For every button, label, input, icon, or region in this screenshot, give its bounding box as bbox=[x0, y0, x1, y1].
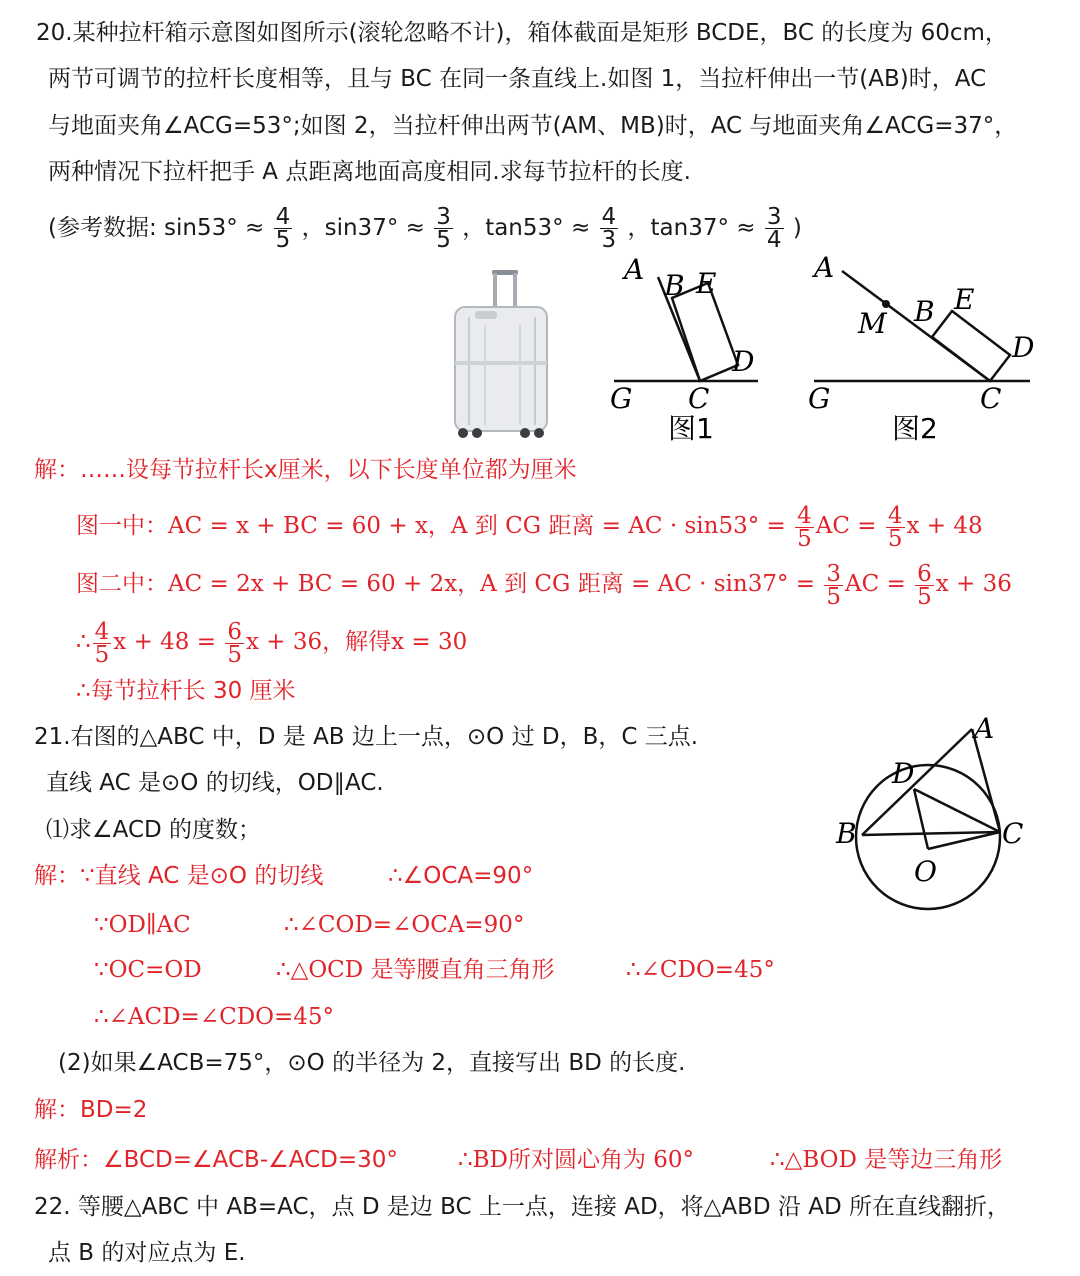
q20-solution-answer: ∴每节拉杆长 30 厘米 bbox=[76, 678, 296, 704]
figure-2-caption: 图2 bbox=[892, 412, 938, 445]
label-G: G bbox=[610, 382, 633, 415]
q20-solution-fig2: 图二中：AC = 2x + BC = 60 + 2x，A 到 CG 距离 = AC · sin37° = $\frac{3}{5}$ AC = $\frac{6}{5}$ x + 36 bbox=[76, 560, 1012, 610]
label-M: M bbox=[858, 307, 887, 340]
label-D: D bbox=[732, 345, 755, 378]
q20-line3: 与地面夹角∠ACG=53°;如图 2，当拉杆伸出两节(AM、MB)时，AC 与地面夹角∠ACG=37°， bbox=[48, 113, 1018, 139]
q21-sol-step1a: 解：∵直线 AC 是⊙O 的切线 bbox=[34, 863, 324, 889]
label-A: A bbox=[624, 253, 645, 286]
q20-solution-intro: 解：……设每节拉杆长x厘米，以下长度单位都为厘米 bbox=[34, 457, 577, 483]
label-C: C bbox=[1002, 817, 1024, 850]
q21-answer2: 解：BD=2 bbox=[34, 1097, 148, 1123]
label-D: D bbox=[892, 757, 915, 790]
label-A: A bbox=[814, 251, 835, 284]
q21-figure bbox=[830, 705, 1040, 930]
q20-line4: 两种情况下拉杆把手 A 点距离地面高度相同.求每节拉杆的长度. bbox=[48, 159, 691, 185]
q21-sol-step3a: ∵OC=OD bbox=[94, 957, 202, 983]
q20-solution-fig1: 图一中：AC = x + BC = 60 + x，A 到 CG 距离 = AC · sin53° = $\frac{4}{5}$ AC = $\frac{4}{5}$ x + 48 bbox=[76, 502, 983, 552]
figure-1-caption: 图1 bbox=[668, 412, 714, 445]
q20-line2: 两节可调节的拉杆长度相等，且与 BC 在同一条直线上.如图 1，当拉杆伸出一节(AB)时，AC bbox=[48, 66, 987, 92]
reference-data: (参考数据: sin53° ≈ $\frac{4}{5}$ ，sin37° ≈ $\frac{3}{5}$ ，tan53° ≈ $\frac{4}{3}$ ，tan37° ≈ $\frac{3}{4}$ ) bbox=[48, 204, 802, 253]
q21-analysis-c: ∴△BOD 是等边三角形 bbox=[770, 1147, 1003, 1173]
q22-line1: 22. 等腰△ABC 中 AB=AC，点 D 是边 BC 上一点，连接 AD，将△ABD 沿 AD 所在直线翻折， bbox=[34, 1194, 1010, 1220]
q20-solution-equation: ∴ $\frac{4}{5}$ x + 48 = $\frac{6}{5}$ x + 36，解得x = 30 bbox=[76, 618, 468, 668]
figure-1 bbox=[600, 245, 780, 450]
figure-2 bbox=[800, 245, 1060, 450]
q20-line1: 20.某种拉杆箱示意图如图所示(滚轮忽略不计)，箱体截面是矩形 BCDE，BC 的长度为 60cm， bbox=[36, 20, 1008, 46]
q21-line1: 21.右图的△ABC 中，D 是 AB 边上一点，⊙O 过 D，B，C 三点. bbox=[34, 724, 699, 750]
luggage-image bbox=[445, 265, 555, 445]
q21-sol-step4: ∴∠ACD=∠CDO=45° bbox=[94, 1004, 335, 1030]
label-B: B bbox=[836, 817, 857, 850]
q21-sol-step2b: ∴∠COD=∠OCA=90° bbox=[284, 912, 525, 938]
label-A: A bbox=[974, 712, 995, 745]
label-E: E bbox=[954, 283, 975, 316]
q21-sol-step3c: ∴∠CDO=45° bbox=[626, 957, 775, 983]
label-C: C bbox=[980, 382, 1002, 415]
label-O: O bbox=[914, 855, 937, 888]
label-B: B bbox=[914, 295, 935, 328]
label-B: B bbox=[664, 269, 685, 302]
q21-part2: (2)如果∠ACB=75°，⊙O 的半径为 2，直接写出 BD 的长度. bbox=[58, 1050, 686, 1076]
q21-sol-step2a: ∵OD∥AC bbox=[94, 912, 191, 938]
label-C: C bbox=[688, 382, 710, 415]
label-D: D bbox=[1012, 331, 1035, 364]
label-E: E bbox=[696, 267, 717, 300]
q21-analysis-b: ∴BD所对圆心角为 60° bbox=[458, 1147, 695, 1173]
q21-sol-step3b: ∴△OCD 是等腰直角三角形 bbox=[276, 957, 555, 983]
q21-sol-step1b: ∴∠OCA=90° bbox=[388, 863, 534, 889]
q22-line2: 点 B 的对应点为 E. bbox=[48, 1240, 246, 1266]
label-G: G bbox=[808, 382, 831, 415]
q21-part1: ⑴求∠ACD 的度数； bbox=[46, 817, 262, 843]
q21-line2: 直线 AC 是⊙O 的切线，OD∥AC. bbox=[46, 770, 384, 796]
q21-analysis-a: 解析：∠BCD=∠ACB-∠ACD=30° bbox=[34, 1147, 398, 1173]
